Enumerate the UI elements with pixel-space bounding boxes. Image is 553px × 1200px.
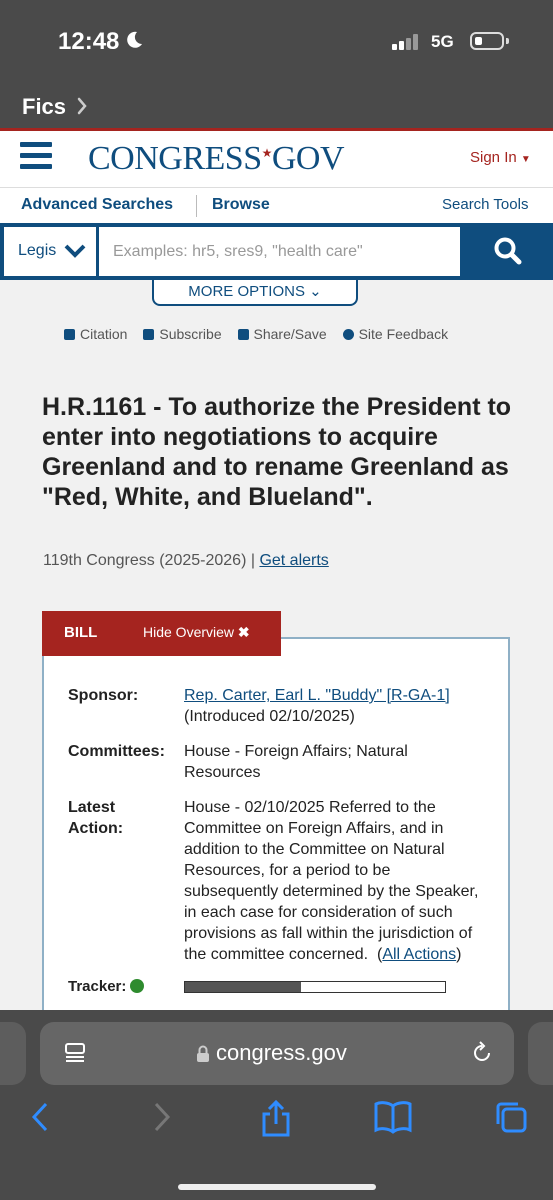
bookmarks-icon[interactable] — [374, 1100, 412, 1139]
moon-icon — [124, 30, 144, 55]
chevron-down-icon — [64, 243, 86, 264]
close-icon: ✖ — [237, 624, 250, 640]
browse-link[interactable]: Browse — [212, 196, 270, 213]
address-bar[interactable] — [40, 1022, 514, 1085]
latest-action-value: House - 02/10/2025 Referred to the Committee on Foreign Affairs, and in addition to the Committee on Natural Resources, for a period to be subsequently determined by the Speaker, in each case for consideration of such provisions as fall within the jurisdiction of the committee concerned. (All Actions) — [184, 799, 479, 963]
search-button[interactable] — [463, 223, 553, 280]
signal-icon — [392, 34, 422, 55]
sign-in-button[interactable]: Sign In ▼ — [470, 149, 531, 166]
search-scope-label: Legis — [18, 242, 57, 259]
search-tools-link[interactable]: Search Tools — [442, 196, 529, 213]
chevron-right-icon — [76, 96, 88, 121]
reader-icon[interactable] — [64, 1042, 86, 1069]
main-content — [0, 280, 553, 1010]
congress-session: 119th Congress (2025-2026) | Get alerts — [43, 552, 329, 569]
sponsor-link[interactable]: Rep. Carter, Earl L. "Buddy" [R-GA-1] — [184, 687, 450, 704]
status-bar — [0, 0, 553, 86]
browser-toolbar — [0, 1100, 553, 1160]
home-indicator[interactable] — [178, 1184, 376, 1190]
sponsor-value: Rep. Carter, Earl L. "Buddy" [R-GA-1] (Introduced 02/10/2025) — [184, 687, 450, 725]
share-save-link[interactable]: Share/Save — [238, 326, 327, 342]
site-header — [0, 131, 553, 187]
tracker-progress — [184, 981, 446, 993]
mail-icon — [143, 329, 154, 340]
get-alerts-link[interactable]: Get alerts — [259, 552, 329, 569]
committees-value: House - Foreign Affairs; Natural Resources — [184, 743, 408, 781]
menu-icon[interactable] — [20, 142, 52, 172]
more-options-button[interactable]: MORE OPTIONS ⌄ — [152, 280, 358, 306]
committees-label: Committees: — [68, 743, 165, 760]
site-feedback-link[interactable]: Site Feedback — [343, 326, 449, 342]
sub-navigation — [0, 187, 553, 223]
share-icon — [238, 329, 249, 340]
bill-overview-card — [42, 637, 510, 1010]
next-tab-preview[interactable] — [528, 1022, 553, 1085]
status-time: 12:48 — [58, 28, 120, 55]
chevron-down-icon: ⌄ — [309, 283, 322, 300]
search-scope-select[interactable] — [4, 227, 96, 276]
share-icon[interactable] — [260, 1100, 292, 1143]
bill-title: H.R.1161 - To authorize the President to enter into negotiations to acquire Greenland and to rename Greenland as "Red, White, and Blueland". — [42, 393, 512, 511]
battery-tip — [506, 38, 509, 44]
back-app-label: Fics — [22, 94, 67, 119]
caret-down-icon: ▼ — [520, 154, 531, 165]
subscribe-link[interactable]: Subscribe — [143, 326, 221, 342]
back-to-app[interactable] — [0, 86, 553, 130]
citation-link[interactable]: Citation — [64, 326, 127, 342]
search-input[interactable] — [99, 227, 460, 276]
all-actions-link[interactable]: All Actions — [382, 946, 457, 963]
overview-tab-bar — [42, 611, 281, 656]
forward-icon[interactable] — [150, 1100, 172, 1139]
reload-icon[interactable] — [470, 1041, 494, 1070]
page-actions — [64, 326, 460, 342]
previous-tab-preview[interactable] — [0, 1022, 26, 1085]
search-bar — [0, 223, 553, 280]
tracker-label: Tracker: — [68, 978, 144, 995]
battery-icon — [470, 32, 504, 50]
info-icon — [130, 979, 144, 993]
hide-overview-button[interactable]: Hide Overview ✖ — [143, 624, 250, 640]
back-icon[interactable] — [30, 1100, 52, 1139]
lock-icon — [196, 1045, 210, 1068]
network-label: 5G — [431, 32, 454, 51]
advanced-searches-link[interactable]: Advanced Searches — [21, 196, 174, 213]
browser-chrome — [0, 1010, 553, 1200]
latest-action-label: Latest Action: — [68, 799, 124, 837]
congress-logo[interactable]: CONGRESS★GOV — [88, 140, 345, 177]
comment-icon — [343, 329, 354, 340]
search-icon — [493, 236, 523, 266]
tabs-icon[interactable] — [494, 1100, 528, 1139]
url-text: congress.gov — [216, 1040, 347, 1065]
citation-icon — [64, 329, 75, 340]
nav-divider — [196, 195, 197, 217]
sponsor-label: Sponsor: — [68, 687, 139, 704]
bill-tab[interactable]: BILL — [64, 624, 98, 641]
